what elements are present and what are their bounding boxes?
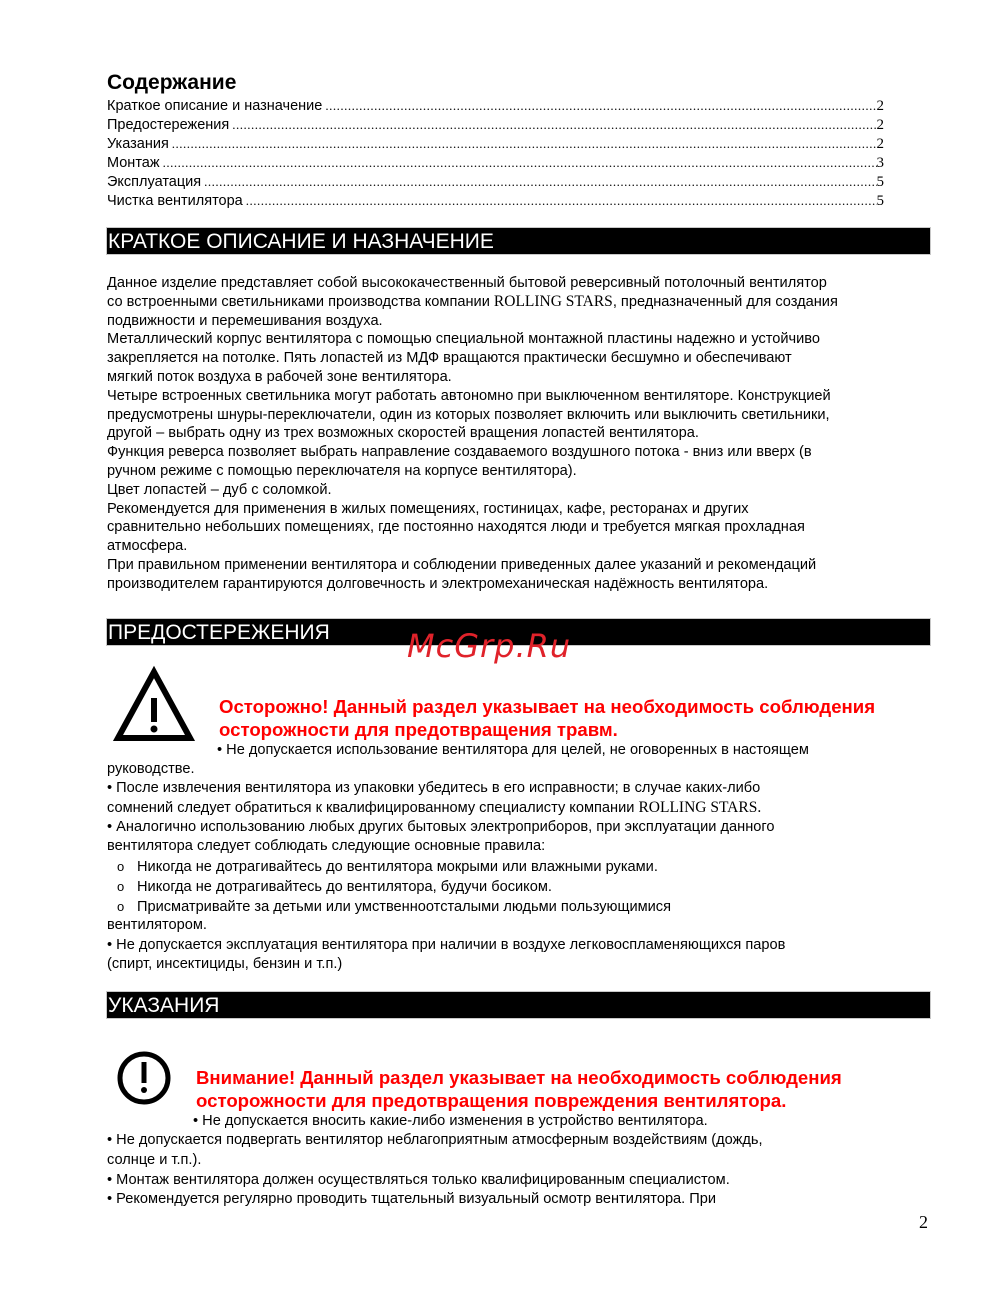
toc-leader-dots bbox=[172, 134, 877, 153]
text-line: При правильном применении вентилятора и соблюдении приведенных далее указаний и рекомендаций bbox=[107, 556, 817, 573]
bullet-item: • Рекомендуется регулярно проводить тщательный визуальный осмотр вентилятора. При bbox=[107, 1191, 717, 1207]
text-line: вентилятором. bbox=[107, 917, 207, 933]
text-line: мягкий поток воздуха в рабочей зоне вентилятора. bbox=[107, 368, 452, 385]
toc-leader-dots bbox=[246, 191, 877, 210]
bullet-item: • Не допускается подвергать вентилятор неблагоприятным атмосферным воздействиям (дождь, bbox=[107, 1132, 763, 1148]
text-line: Данное изделие представляет собой высококачественный бытовой реверсивный потолочный вентилятор bbox=[107, 275, 827, 291]
text-line: Цвет лопастей – дуб с соломкой. bbox=[107, 481, 332, 498]
sub-bullet-item: o Никогда не дотрагивайтесь до вентилятора мокрыми или влажными руками. bbox=[117, 859, 658, 875]
bullet-item: • Не допускается использование вентилятора для целей, не оговоренных в настоящем bbox=[217, 742, 809, 758]
text-line: вентилятора следует соблюдать следующие основные правила: bbox=[107, 838, 546, 854]
sub-bullet-marker: o bbox=[117, 879, 125, 894]
text-line: предусмотрены шнуры-переключатели, один из которых позволяет включить или выключить светильники, bbox=[107, 406, 830, 423]
text-line: производителем гарантируются долговечность и электромеханическая надёжность вентилятора. bbox=[107, 575, 769, 592]
text-line: другой – выбрать одну из трех возможных скоростей вращения лопастей вентилятора. bbox=[107, 425, 699, 442]
caution-alert-line-2: осторожности для предотвращения травм. bbox=[219, 719, 618, 740]
text-line: со встроенными светильниками производства компании ROLLING STARS, предназначенный для создания bbox=[107, 292, 838, 310]
toc-item-page: 5 bbox=[876, 193, 884, 209]
bullet-item: • Не допускается эксплуатация вентилятора при наличии в воздухе легковоспламеняющихся паров bbox=[107, 937, 786, 953]
toc-item-label: Эксплуатация bbox=[107, 174, 202, 190]
toc-item[interactable] bbox=[107, 172, 884, 191]
exclamation-circle-icon bbox=[107, 1045, 182, 1115]
toc-item[interactable] bbox=[107, 153, 884, 172]
toc-item-label: Краткое описание и назначение bbox=[107, 98, 323, 114]
toc-item[interactable] bbox=[107, 191, 884, 210]
section-heading-text: УКАЗАНИЯ bbox=[108, 994, 220, 1017]
text-line: Функция реверса позволяет выбрать направление создаваемого воздушного потока - вниз или вверх (в bbox=[107, 444, 812, 461]
bullet-item: • Монтаж вентилятора должен осуществляться только квалифицированным специалистом. bbox=[107, 1172, 730, 1188]
attention-alert-line-1: Внимание! Данный раздел указывает на необходимость соблюдения bbox=[196, 1067, 842, 1088]
toc-item[interactable] bbox=[107, 96, 884, 115]
sub-bullet-item: o Никогда не дотрагивайтесь до вентилятора, будучи босиком. bbox=[117, 879, 552, 895]
text-line: Металлический корпус вентилятора с помощью специальной монтажной пластины надежно и устойчиво bbox=[107, 331, 820, 348]
text-line: руководстве. bbox=[107, 761, 195, 777]
toc-item[interactable] bbox=[107, 115, 884, 134]
text-line: закрепляется на потолке. Пять лопастей из МДФ вращаются практически бесшумно и обеспечивают bbox=[107, 350, 792, 367]
text-line: Четыре встроенных светильника могут работать автономно при выключенном вентиляторе. Конструкцией bbox=[107, 387, 831, 404]
text-line: Рекомендуется для применения в жилых помещениях, гостиницах, кафе, ресторанах и других bbox=[107, 500, 749, 517]
watermark: McGrp.Ru bbox=[407, 627, 572, 665]
text-line: сравнительно небольших помещениях, где постоянно находятся люди и требуется мягкая прохладная bbox=[107, 519, 805, 536]
section-heading-text: КРАТКОЕ ОПИСАНИЕ И НАЗНАЧЕНИЕ bbox=[108, 230, 494, 253]
toc-item-page: 2 bbox=[876, 136, 884, 152]
attention-alert-line-2: осторожности для предотвращения повреждения вентилятора. bbox=[196, 1090, 787, 1111]
toc-item[interactable] bbox=[107, 134, 884, 153]
brand-name: ROLLING STARS bbox=[493, 292, 613, 310]
table-of-contents bbox=[107, 96, 884, 210]
description-body bbox=[107, 274, 937, 594]
toc-item-page: 2 bbox=[876, 98, 884, 114]
bullet-item: • Аналогично использованию любых других бытовых электроприборов, при эксплуатации данного bbox=[107, 819, 775, 835]
sub-bullet-marker: o bbox=[117, 899, 125, 914]
text-line: (спирт, инсектициды, бензин и т.п.) bbox=[107, 956, 343, 972]
brand-name: ROLLING STARS. bbox=[638, 799, 762, 816]
toc-item-label: Предостережения bbox=[107, 117, 230, 133]
toc-item-page: 2 bbox=[876, 117, 884, 133]
section-heading-instructions bbox=[107, 992, 930, 1018]
text-line: атмосфера. bbox=[107, 538, 188, 555]
toc-item-page: 3 bbox=[876, 155, 884, 171]
toc-item-page: 5 bbox=[876, 174, 884, 190]
warning-triangle-icon bbox=[107, 662, 202, 747]
section-heading-text: ПРЕДОСТЕРЕЖЕНИЯ bbox=[108, 621, 330, 644]
bullet-item: • Не допускается вносить какие-либо изменения в устройство вентилятора. bbox=[193, 1113, 708, 1129]
toc-leader-dots bbox=[204, 172, 876, 191]
text-line: солнце и т.п.). bbox=[107, 1152, 202, 1168]
caution-alert-line-1: Осторожно! Данный раздел указывает на необходимость соблюдения bbox=[219, 696, 876, 717]
toc-title: Содержание bbox=[107, 71, 237, 94]
text-line: сомнений следует обратиться к квалифицированному специалисту компании ROLLING STARS. bbox=[107, 799, 762, 816]
text-line: подвижности и перемешивания воздуха. bbox=[107, 312, 383, 329]
sub-bullet-item: o Присматривайте за детьми или умственноотсталыми людьми пользующимися bbox=[117, 899, 672, 915]
toc-item-label: Указания bbox=[107, 136, 169, 152]
toc-item-label: Чистка вентилятора bbox=[107, 193, 243, 209]
toc-leader-dots bbox=[325, 96, 876, 115]
page-number: 2 bbox=[919, 1212, 928, 1232]
toc-item-label: Монтаж bbox=[107, 155, 160, 171]
toc-leader-dots bbox=[232, 115, 876, 134]
bullet-item: • После извлечения вентилятора из упаковки убедитесь в его исправности; в случае каких-либо bbox=[107, 780, 761, 796]
toc-leader-dots bbox=[163, 153, 877, 172]
sub-bullet-marker: o bbox=[117, 859, 125, 874]
section-heading-description bbox=[107, 228, 930, 254]
text-line: ручном режиме с помощью переключателя на корпусе вентилятора). bbox=[107, 462, 577, 479]
